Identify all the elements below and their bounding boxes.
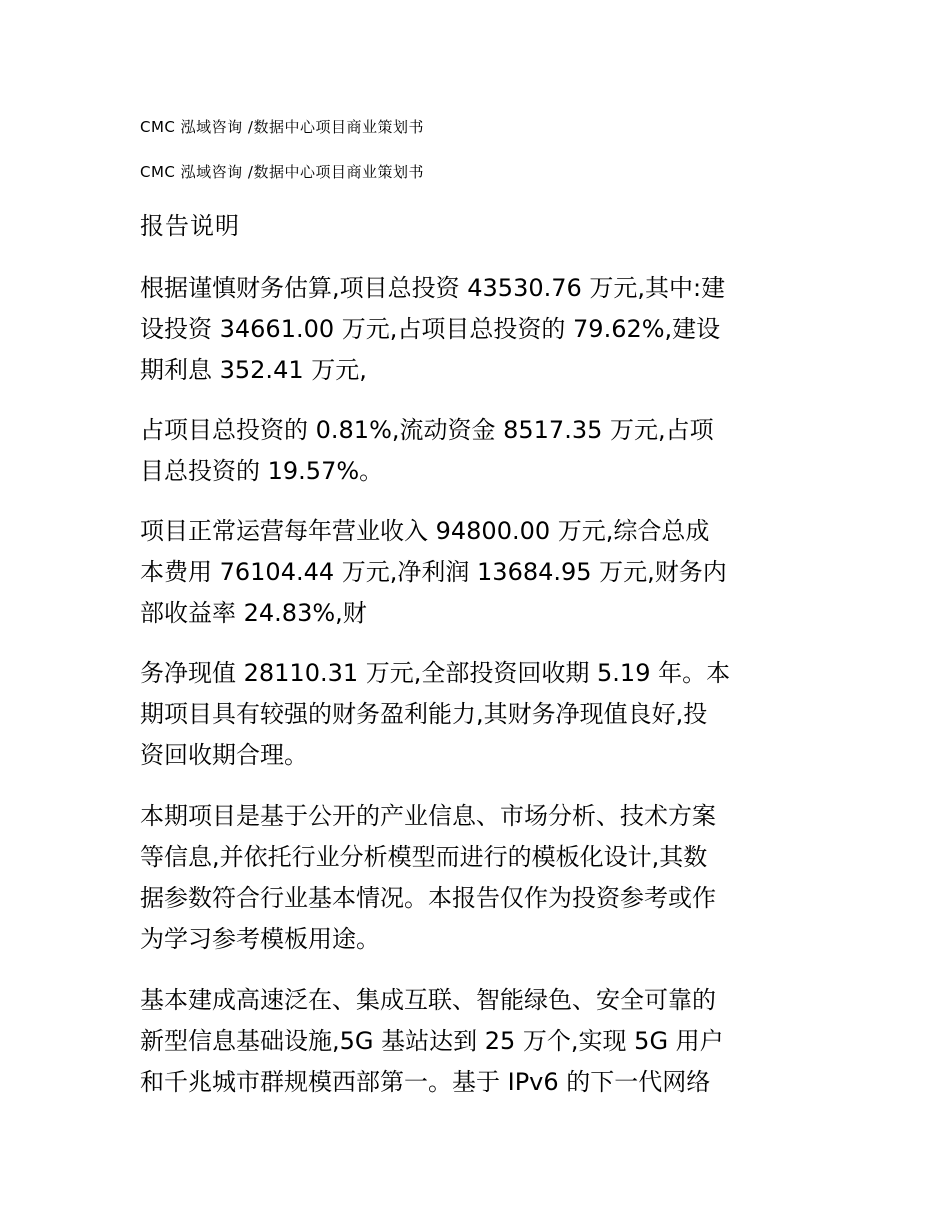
paragraph-line: 期项目具有较强的财务盈利能力,其财务净现值良好,投 <box>140 700 708 728</box>
paragraph-line: 新型信息基础设施,5G 基站达到 25 万个,实现 5G 用户 <box>140 1027 724 1055</box>
paragraph <box>140 268 820 391</box>
paragraph-line: 设投资 34661.00 万元,占项目总投资的 79.62%,建设 <box>140 315 721 343</box>
paragraph-line: 据参数符合行业基本情况。本报告仅作为投资参考或作 <box>140 884 716 912</box>
paragraph-line: 基本建成高速泛在、集成互联、智能绿色、安全可靠的 <box>140 986 716 1014</box>
paragraph <box>140 511 820 634</box>
paragraph-line: 务净现值 28110.31 万元,全部投资回收期 5.19 年。本 <box>140 659 731 687</box>
section-heading: 报告说明 <box>140 212 240 240</box>
paragraph <box>140 980 820 1103</box>
running-header: CMC 泓域咨询 /数据中心项目商业策划书 <box>140 118 424 136</box>
paragraph-line: 和千兆城市群规模西部第一。基于 IPv6 的下一代网络 <box>140 1068 711 1096</box>
paragraph-line: 本费用 76104.44 万元,净利润 13684.95 万元,财务内 <box>140 558 727 586</box>
paragraph-line: 部收益率 24.83%,财 <box>140 599 367 627</box>
paragraph <box>140 796 820 960</box>
paragraph-line: 占项目总投资的 0.81%,流动资金 8517.35 万元,占项 <box>140 416 714 444</box>
paragraph-line: 目总投资的 19.57%。 <box>140 457 384 485</box>
paragraph-line: 项目正常运营每年营业收入 94800.00 万元,综合总成 <box>140 517 710 545</box>
paragraph-line: 期利息 352.41 万元, <box>140 356 367 384</box>
paragraph <box>140 653 820 776</box>
paragraph-line: 资回收期合理。 <box>140 741 308 769</box>
paragraph-line: 为学习参考模板用途。 <box>140 925 380 953</box>
paragraph-line: 等信息,并依托行业分析模型而进行的模板化设计,其数 <box>140 843 708 871</box>
running-header: CMC 泓域咨询 /数据中心项目商业策划书 <box>140 163 424 181</box>
paragraph <box>140 410 820 492</box>
paragraph-line: 本期项目是基于公开的产业信息、市场分析、技术方案 <box>140 802 716 830</box>
paragraph-line: 根据谨慎财务估算,项目总投资 43530.76 万元,其中:建 <box>140 274 726 302</box>
